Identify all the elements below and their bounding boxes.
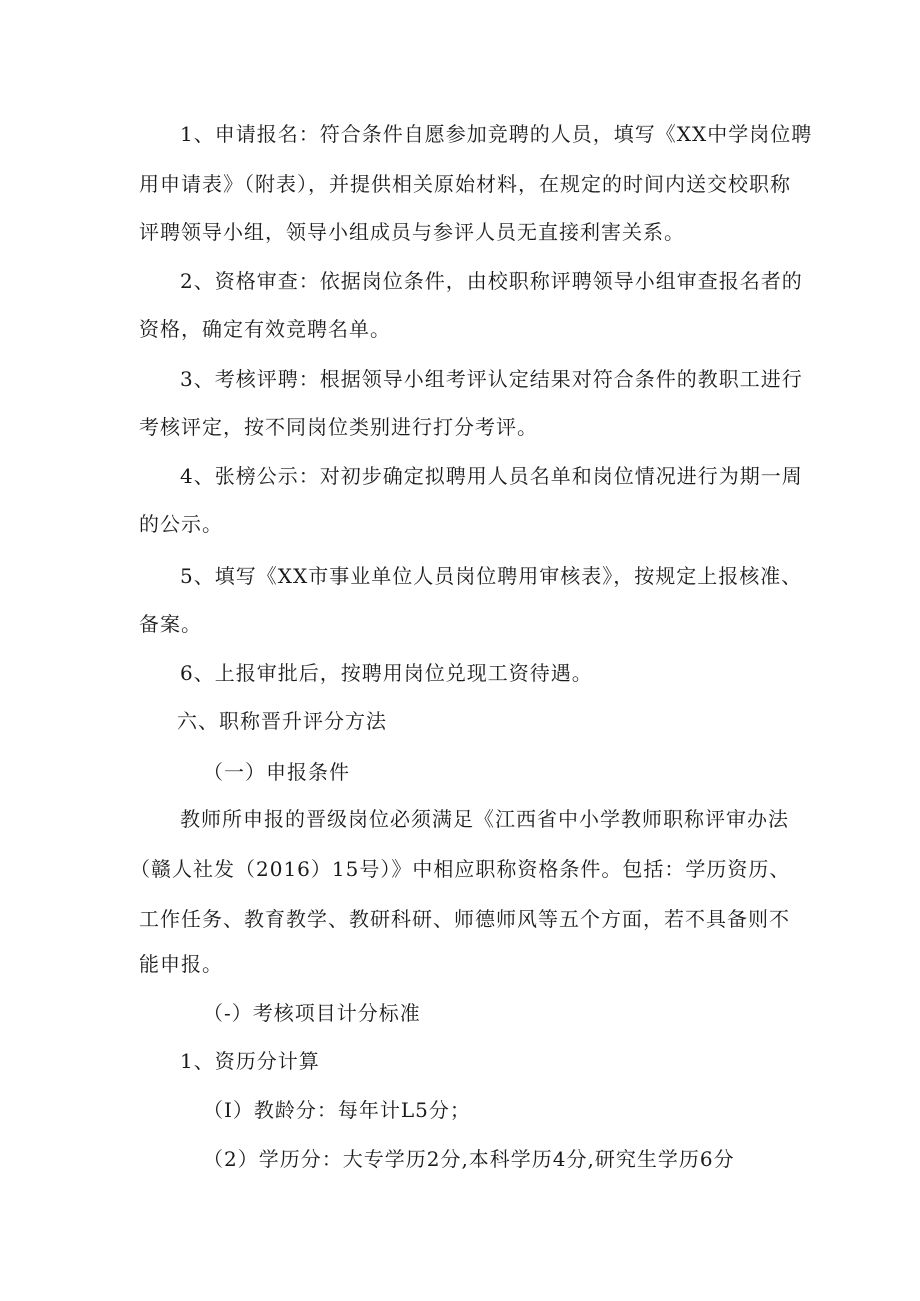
para-3-line-1: 3、考核评聘：根据领导小组考评认定结果对符合条件的教职工进行 bbox=[180, 367, 803, 391]
para-6-line-1: 6、上报审批后，按聘用岗位兑现工资待遇。 bbox=[180, 661, 593, 685]
item-teaching-years-score: （I）教龄分：每年计L5分； bbox=[203, 1098, 471, 1122]
section-heading-6: 六、职称晋升评分方法 bbox=[177, 709, 387, 733]
para-1-line-2: 用申请表》（附表），并提供相关原始材料，在规定的时间内送交校职称 bbox=[139, 172, 791, 196]
para-5-line-2: 备案。 bbox=[139, 612, 202, 636]
para-1-line-3: 评聘领导小组，领导小组成员与参评人员无直接利害关系。 bbox=[139, 220, 685, 244]
item-seniority-score: 1、资历分计算 bbox=[180, 1049, 320, 1073]
item-education-score: （2）学历分：大专学历2分,本科学历4分,研究生学历6分 bbox=[203, 1147, 735, 1171]
para-3-line-2: 考核评定，按不同岗位类别进行打分考评。 bbox=[139, 415, 538, 439]
subheading-scoring-standard: （-）考核项目计分标准 bbox=[203, 1001, 421, 1025]
para-5-line-1: 5、填写《XX市事业单位人员岗位聘用审核表》，按规定上报核准、 bbox=[180, 564, 803, 588]
para-2-line-1: 2、资格审查：依据岗位条件，由校职称评聘领导小组审查报名者的 bbox=[180, 269, 803, 293]
para-2-line-2: 资格，确定有效竞聘名单。 bbox=[139, 317, 391, 341]
para-7-line-1: 教师所申报的晋级岗位必须满足《江西省中小学教师职称评审办法 bbox=[180, 807, 789, 831]
para-4-line-1: 4、张榜公示：对初步确定拟聘用人员名单和岗位情况进行为期一周 bbox=[180, 464, 803, 488]
para-7-line-2: （赣人社发（2016）15号）》中相应职称资格条件。包括：学历资历、 bbox=[130, 857, 791, 881]
subheading-application-conditions: （一）申报条件 bbox=[203, 760, 350, 784]
para-7-line-4: 能申报。 bbox=[139, 952, 223, 976]
para-1-line-1: 1、申请报名：符合条件自愿参加竞聘的人员，填写《XX中学岗位聘 bbox=[180, 122, 813, 146]
para-7-line-3: 工作任务、教育教学、教研科研、师德师风等五个方面，若不具备则不 bbox=[139, 907, 790, 931]
para-4-line-2: 的公示。 bbox=[139, 512, 223, 536]
